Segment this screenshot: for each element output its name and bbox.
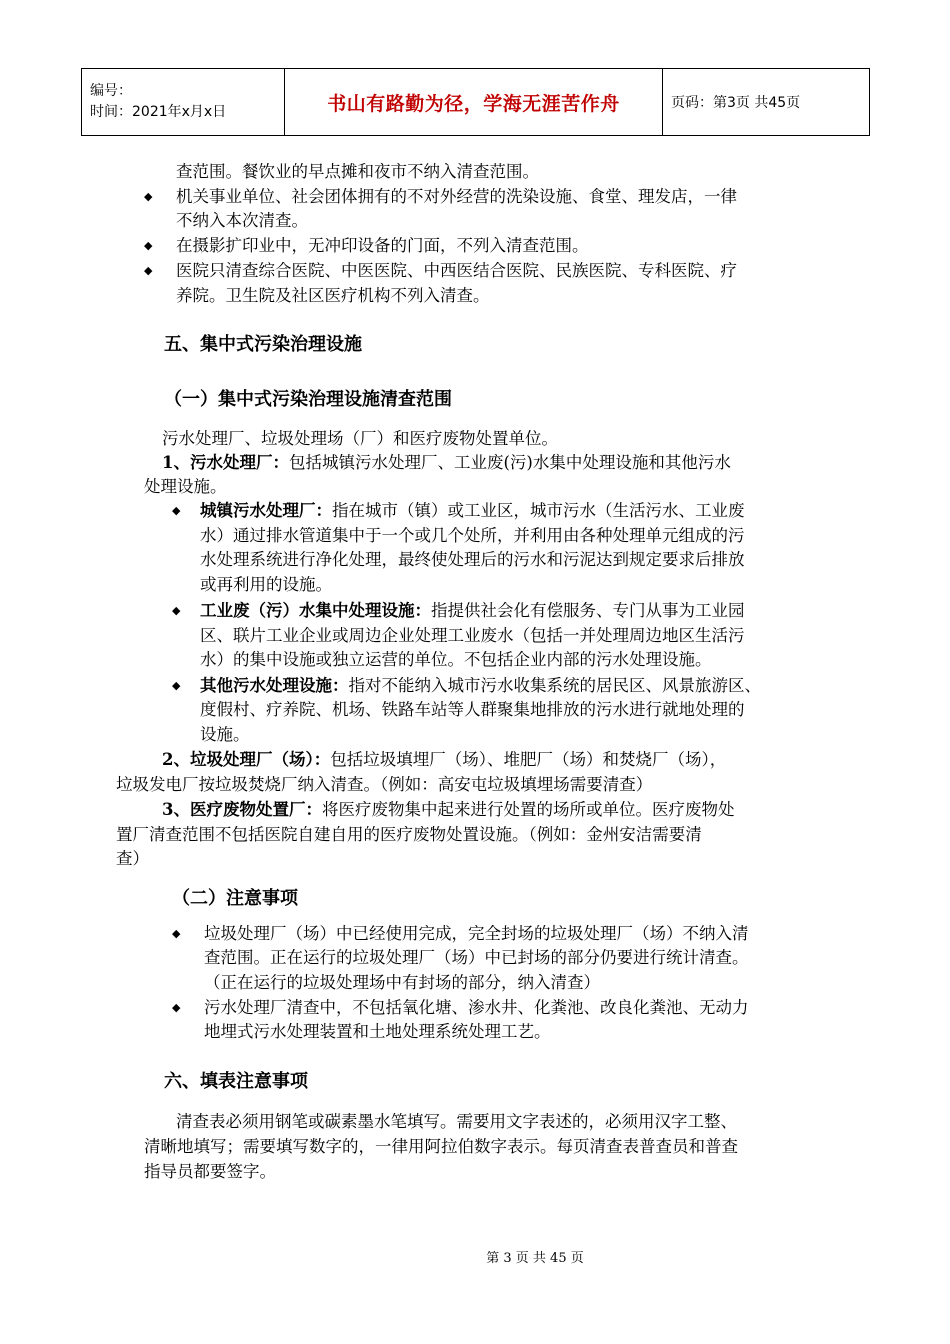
text-line: 查范围。餐饮业的早点摊和夜市不纳入清查范围。 [176,162,539,181]
term-medical-waste: 3、医疗废物处置厂： [162,800,322,819]
term-industrial-facility: 工业废（污）水集中处理设施： [200,601,431,620]
bullet-icon: ◆ [172,927,181,940]
text-line: 医院只清查综合医院、中医医院、中西医结合医院、民族医院、专科医院、疗 [176,261,737,280]
text-line [200,674,761,698]
text-line [162,451,731,475]
text-line: 水）通过排水管道集中于一个或几个处所，并利用由各种处理单元组成的污 [200,526,745,545]
text-line: 置厂清查范围不包括医院自建自用的医疗废物处置设施。（例如：金州安洁需要清 [116,825,702,844]
text-line: 不纳入本次清查。 [176,211,308,230]
page-footer: 第 3 页 共 45 页 [486,1251,584,1266]
text-line: 地埋式污水处理装置和土地处理系统处理工艺。 [204,1022,551,1041]
text-span: 将医疗废物集中起来进行处置的场所或单位。医疗废物处 [321,800,735,819]
text-line [162,748,726,772]
text-line [200,599,745,623]
bullet-icon: ◆ [172,604,181,617]
text-line: 或再利用的设施。 [200,575,332,594]
text-line: 水）的集中设施或独立运营的单位。不包括企业内部的污水处理设施。 [200,650,712,669]
subsection-heading-5-1: （一）集中式污染治理设施清查范围 [164,389,452,410]
text-line: 垃圾处理厂（场）中已经使用完成，完全封场的垃圾处理厂（场）不纳入清 [204,924,749,943]
section-heading-5: 五、集中式污染治理设施 [164,334,362,355]
text-line: 区、联片工业企业或周边企业处理工业废水（包括一并处理周边地区生活污 [200,626,745,645]
bullet-icon: ◆ [144,239,153,252]
bullet-icon: ◆ [172,1001,181,1014]
text-line: 水处理系统进行净化处理，最终使处理后的污水和污泥达到规定要求后排放 [200,550,745,569]
text-line: 清晰地填写；需要填写数字的，一律用阿拉伯数字表示。每页清查表普查员和普查 [144,1137,738,1156]
bullet-icon: ◆ [144,264,153,277]
text-line [200,499,745,523]
text-line: 垃圾发电厂按垃圾焚烧厂纳入清查。（例如：高安屯垃圾填埋场需要清查） [116,775,653,794]
date-label: 时间：2021年x月x日 [90,104,227,120]
text-span: 包括城镇污水处理厂、工业废(污)水集中处理设施和其他污水 [288,453,731,472]
header-table [81,68,870,136]
section-heading-6: 六、填表注意事项 [164,1071,308,1092]
text-line: 在摄影扩印业中，无冲印设备的门面，不列入清查范围。 [176,236,589,255]
header-left-cell [82,69,285,136]
text-line: 查） [116,849,149,868]
text-line: 查范围。正在运行的垃圾处理厂（场）中已封场的部分仍要进行统计清查。 [204,948,749,967]
text-span: 指对不能纳入城市污水收集系统的居民区、风景旅游区、 [348,676,761,695]
text-span: 包括垃圾填埋厂（场）、堆肥厂（场）和焚烧厂（场）， [330,750,727,769]
subsection-heading-5-2: （二）注意事项 [172,888,298,909]
bullet-icon: ◆ [144,190,153,203]
text-line: （正在运行的垃圾处理场中有封场的部分，纳入清查） [204,973,600,992]
page-label: 页码：第3页 共45页 [663,69,870,136]
text-line: 度假村、疗养院、机场、铁路车站等人群聚集地排放的污水进行就地处理的 [200,700,745,719]
text-line: 指导员都要签字。 [144,1162,276,1181]
text-span: 指在城市（镇）或工业区，城市污水（生活污水、工业废 [332,501,745,520]
text-line: 清查表必须用钢笔或碳素墨水笔填写。需要用文字表述的，必须用汉字工整、 [176,1112,737,1131]
text-line: 机关事业单位、社会团体拥有的不对外经营的洗染设施、食堂、理发店，一律 [176,187,737,206]
text-line: 污水处理厂、垃圾处理场（厂）和医疗废物处置单位。 [162,429,558,448]
motto: 书山有路勤为径，学海无涯苦作舟 [285,69,663,136]
bullet-icon: ◆ [172,504,181,517]
term-other-facility: 其他污水处理设施： [200,676,349,695]
term-urban-plant: 城镇污水处理厂： [200,501,332,520]
text-line: 污水处理厂清查中，不包括氧化塘、渗水井、化粪池、改良化粪池、无动力 [204,998,749,1017]
text-line: 处理设施。 [144,477,227,496]
term-sewage-plant: 1、污水处理厂： [162,453,289,472]
text-line: 养院。卫生院及社区医疗机构不列入清查。 [176,286,490,305]
text-line: 设施。 [200,725,250,744]
term-garbage-plant: 2、垃圾处理厂（场）： [162,750,331,769]
number-label: 编号： [90,83,132,99]
text-span: 指提供社会化有偿服务、专门从事为工业园 [431,601,745,620]
text-line [162,798,734,822]
bullet-icon: ◆ [172,679,181,692]
